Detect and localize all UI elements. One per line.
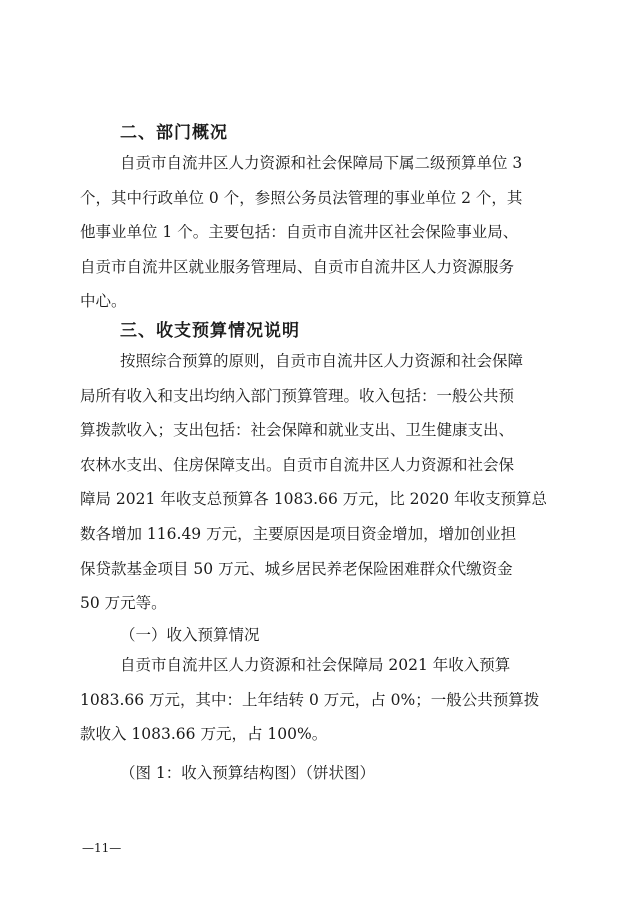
paragraph-line: 障局 2021 年收支总预算各 1083.66 万元，比 2020 年收支预算总 bbox=[80, 490, 548, 509]
paragraph-department-overview bbox=[80, 146, 578, 319]
section-heading-budget-explanation: 三、收支预算情况说明 bbox=[120, 321, 300, 341]
section-heading-department-overview: 二、部门概况 bbox=[120, 123, 228, 143]
paragraph-line: 自贡市自流井区人力资源和社会保障局下属二级预算单位 3 bbox=[120, 154, 523, 172]
paragraph-line: 自贡市自流井区就业服务管理局、自贡市自流井区人力资源服务 bbox=[80, 257, 515, 276]
paragraph-budget-explanation bbox=[80, 344, 578, 621]
paragraph-line: 算拨款收入；支出包括：社会保障和就业支出、卫生健康支出、 bbox=[80, 421, 515, 440]
figure-caption: （图 1：收入预算结构图）（饼状图） bbox=[120, 764, 376, 782]
page-number: —11— bbox=[82, 841, 122, 855]
paragraph-line: 数各增加 116.49 万元，主要原因是项目资金增加，增加创业担 bbox=[80, 524, 517, 543]
paragraph-line: 款收入 1083.66 万元，占 100%。 bbox=[80, 725, 328, 744]
paragraph-line: 自贡市自流井区人力资源和社会保障局 2021 年收入预算 bbox=[120, 656, 511, 674]
paragraph-income-budget bbox=[80, 648, 578, 752]
paragraph-line: 按照综合预算的原则，自贡市自流井区人力资源和社会保障 bbox=[120, 352, 524, 370]
paragraph-line: 局所有收入和支出均纳入部门预算管理。收入包括：一般公共预 bbox=[80, 386, 515, 405]
paragraph-line: 1083.66 万元，其中：上年结转 0 万元，占 0%；一般公共预算拨 bbox=[80, 690, 540, 709]
paragraph-line: 中心。 bbox=[80, 292, 127, 311]
paragraph-line: 保贷款基金项目 50 万元、城乡居民养老保险困难群众代缴资金 bbox=[80, 559, 513, 578]
subsection-heading-income-budget: （一）收入预算情况 bbox=[120, 626, 260, 644]
paragraph-line: 个，其中行政单位 0 个，参照公务员法管理的事业单位 2 个，其 bbox=[80, 188, 523, 207]
paragraph-line: 农林水支出、住房保障支出。自贡市自流井区人力资源和社会保 bbox=[80, 455, 515, 474]
paragraph-line: 他事业单位 1 个。主要包括：自贡市自流井区社会保险事业局、 bbox=[80, 223, 519, 242]
paragraph-line: 50 万元等。 bbox=[80, 594, 167, 613]
